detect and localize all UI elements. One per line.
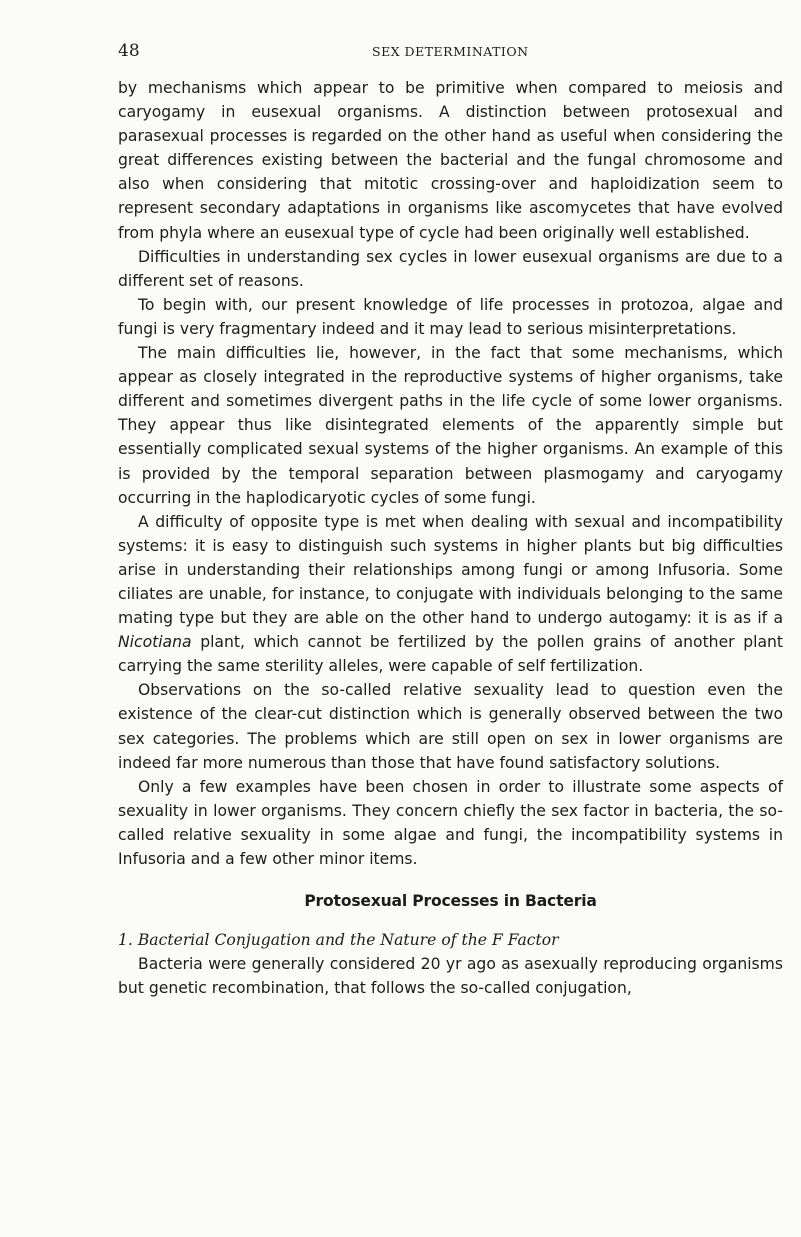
paragraph: Difficulties in understanding sex cycles in lower eusexual organisms are due to a different set of reasons. [118, 247, 783, 290]
paragraph: Bacteria were generally considered 20 yr ago as asexually reproducing organisms but genetic recombination, that follows the so-called conjugation, [118, 955, 783, 998]
paragraph: by mechanisms which appear to be primitive when compared to meiosis and caryogamy in eusexual organisms. A distinction between protosexual and parasexual processes is regarded on the other hand as useful when considering the great differences existing between the bacterial and the fungal chromosome and also when considering that mitotic crossing-over and haploidization seem to represent secondary adaptations in organisms like ascomycetes that have evolved from phyla where an eusexual type of cycle had been originally well established. [118, 79, 783, 242]
paragraph [118, 510, 783, 679]
body-text [118, 76, 783, 1000]
paragraph: Only a few examples have been chosen in order to illustrate some aspects of sexuality in lower organisms. They concern chiefly the sex factor in bacteria, the so-called relative sexuality in some algae and fungi, the incompatibility systems in Infusoria and a few other minor items. [118, 777, 783, 868]
paragraph: Observations on the so-called relative sexuality lead to question even the existence of the clear-cut distinction which is generally observed between the two sex categories. The problems which are still open on sex in lower organisms are indeed far more numerous than those that have found satisfactory solutions. [118, 681, 783, 772]
running-head: SEX DETERMINATION [372, 44, 529, 59]
page-number: 48 [118, 41, 140, 61]
species-name: Nicotiana [118, 633, 192, 652]
section-heading: Protosexual Processes in Bacteria [304, 892, 597, 911]
paragraph: The main difficulties lie, however, in the fact that some mechanisms, which appear as closely integrated in the reproductive systems of higher organisms, take different and sometimes divergent paths in the life cycle of some lower organisms. They appear thus like disintegrated elements of the apparently simple but essentially complicated sexual systems of the higher organisms. An example of this is provided by the temporal separation between plasmogamy and caryogamy occurring in the haplodicaryotic cycles of some fungi. [118, 344, 783, 507]
paragraph-text: plant, which cannot be fertilized by the pollen grains of another plant carrying the same sterility alleles, were capable of self fertilization. [118, 633, 783, 676]
paragraph: To begin with, our present knowledge of life processes in protozoa, algae and fungi is very fragmentary indeed and it may lead to serious misinterpretations. [118, 295, 783, 338]
paragraph-text: A difficulty of opposite type is met when dealing with sexual and incompatibility systems: it is easy to distinguish such systems in higher plants but big difficulties arise in understanding their relationships among fungi or among Infusoria. Some ciliates are unable, for instance, to conjugate with individuals belonging to the same mating type but they are able on the other hand to undergo autogamy: it is as if a [118, 512, 783, 628]
subsection-heading: 1. Bacterial Conjugation and the Nature of the F Factor [118, 931, 559, 950]
